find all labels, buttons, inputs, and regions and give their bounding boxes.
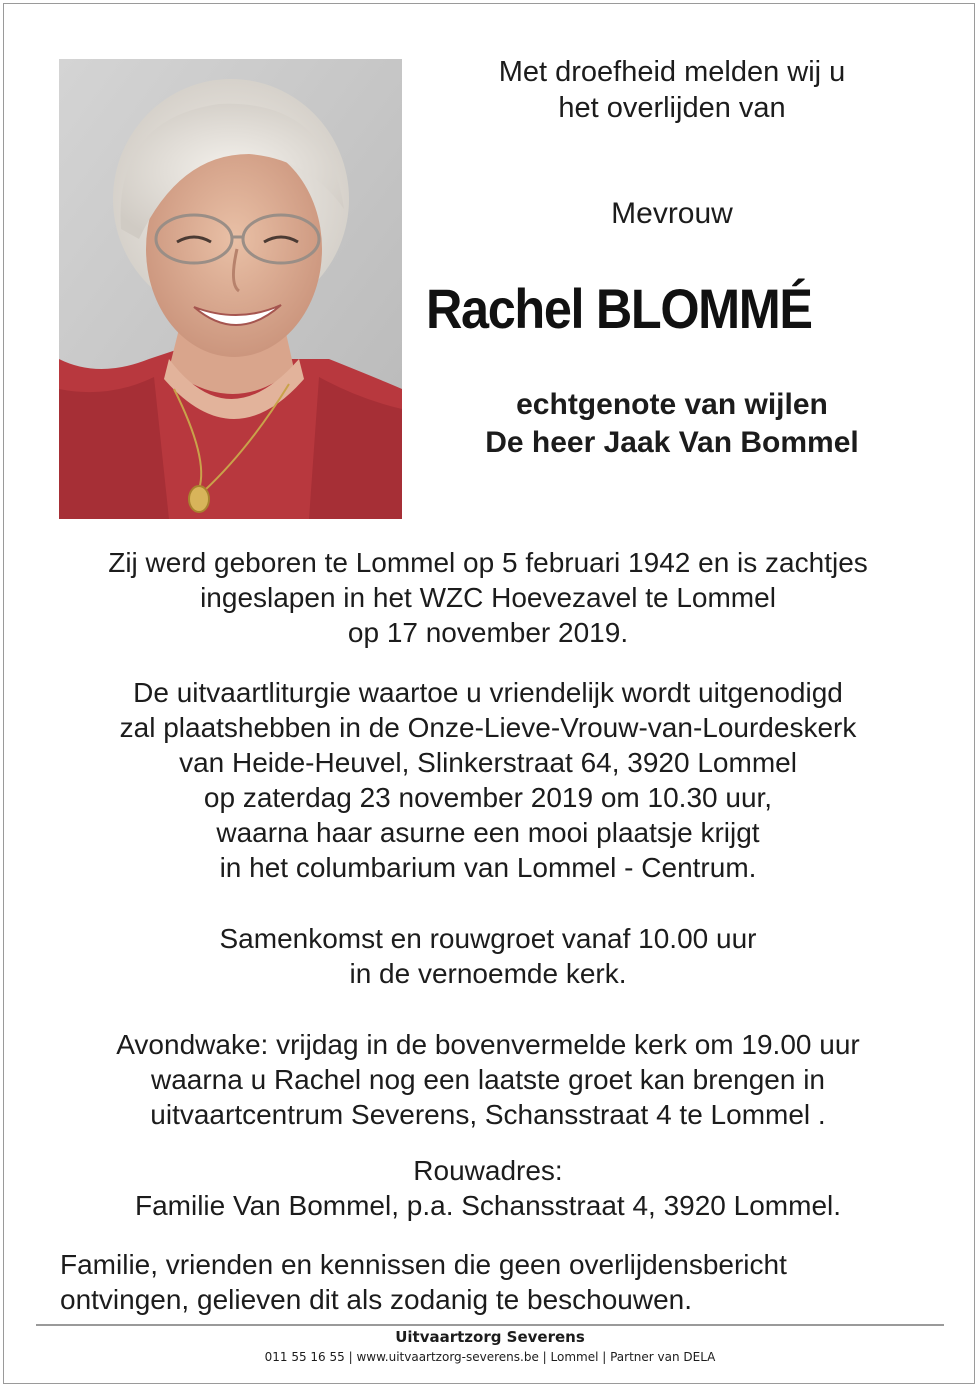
paragraph-line: in de vernoemde kerk. [349,958,627,989]
paragraph-line: Zij werd geboren te Lommel op 5 februari 1942 en is zachtjes [108,547,868,578]
paragraph-line: Rouwadres: [413,1155,563,1186]
spouse-line: echtgenote van wijlen [516,388,828,421]
footer-contact-info: 011 55 16 55 | www.uitvaartzorg-severens.be | Lommel | Partner van DELA [264,1350,716,1364]
paragraph-line: De uitvaartliturgie waartoe u vriendelijk wordt uitgenodigd [133,677,843,708]
paragraph-line: Samenkomst en rouwgroet vanaf 10.00 uur [219,923,757,954]
address-paragraph [40,1153,936,1223]
portrait-photo [59,59,402,519]
spouse-line: De heer Jaak Van Bommel [485,426,859,459]
paragraph-line: van Heide-Heuvel, Slinkerstraat 64, 3920 Lommel [179,747,797,778]
paragraph-line: waarna u Rachel nog een laatste groet kan brengen in [150,1064,826,1095]
intro-line: het overlijden van [558,92,786,124]
deceased-name: Rachel BLOMMÉ [426,277,812,340]
paragraph-line: Familie Van Bommel, p.a. Schansstraat 4, 3920 Lommel. [134,1190,842,1221]
paragraph-line: Avondwake: vrijdag in de bovenvermelde kerk om 19.00 uur [116,1029,860,1060]
portrait-illustration [59,59,402,519]
paragraph-line: zal plaatshebben in de Onze-Lieve-Vrouw-van-Lourdeskerk [119,712,857,743]
wake-paragraph [40,1027,936,1132]
closing-paragraph [60,1247,940,1317]
intro-text [430,54,914,126]
paragraph-line: in het columbarium van Lommel - Centrum. [219,852,757,883]
gathering-paragraph [40,921,936,991]
intro-line: Met droefheid melden wij u [498,56,846,88]
paragraph-line: Familie, vrienden en kennissen die geen overlijdensbericht [60,1249,787,1280]
paragraph-line: ontvingen, gelieven dit als zodanig te beschouwen. [60,1284,692,1315]
paragraph-line: op 17 november 2019. [347,617,629,648]
honorific: Mevrouw [611,197,733,230]
birth-paragraph [40,545,936,650]
spouse-text [430,386,914,462]
funeral-paragraph [40,675,936,885]
footer-divider [36,1324,944,1326]
paragraph-line: ingeslapen in het WZC Hoevezavel te Lommel [200,582,776,613]
footer-company: Uitvaartzorg Severens [395,1328,585,1346]
paragraph-line: op zaterdag 23 november 2019 om 10.30 uur, [203,782,773,813]
paragraph-line: uitvaartcentrum Severens, Schansstraat 4 te Lommel . [150,1099,826,1130]
paragraph-line: waarna haar asurne een mooi plaatsje krijgt [216,817,760,848]
